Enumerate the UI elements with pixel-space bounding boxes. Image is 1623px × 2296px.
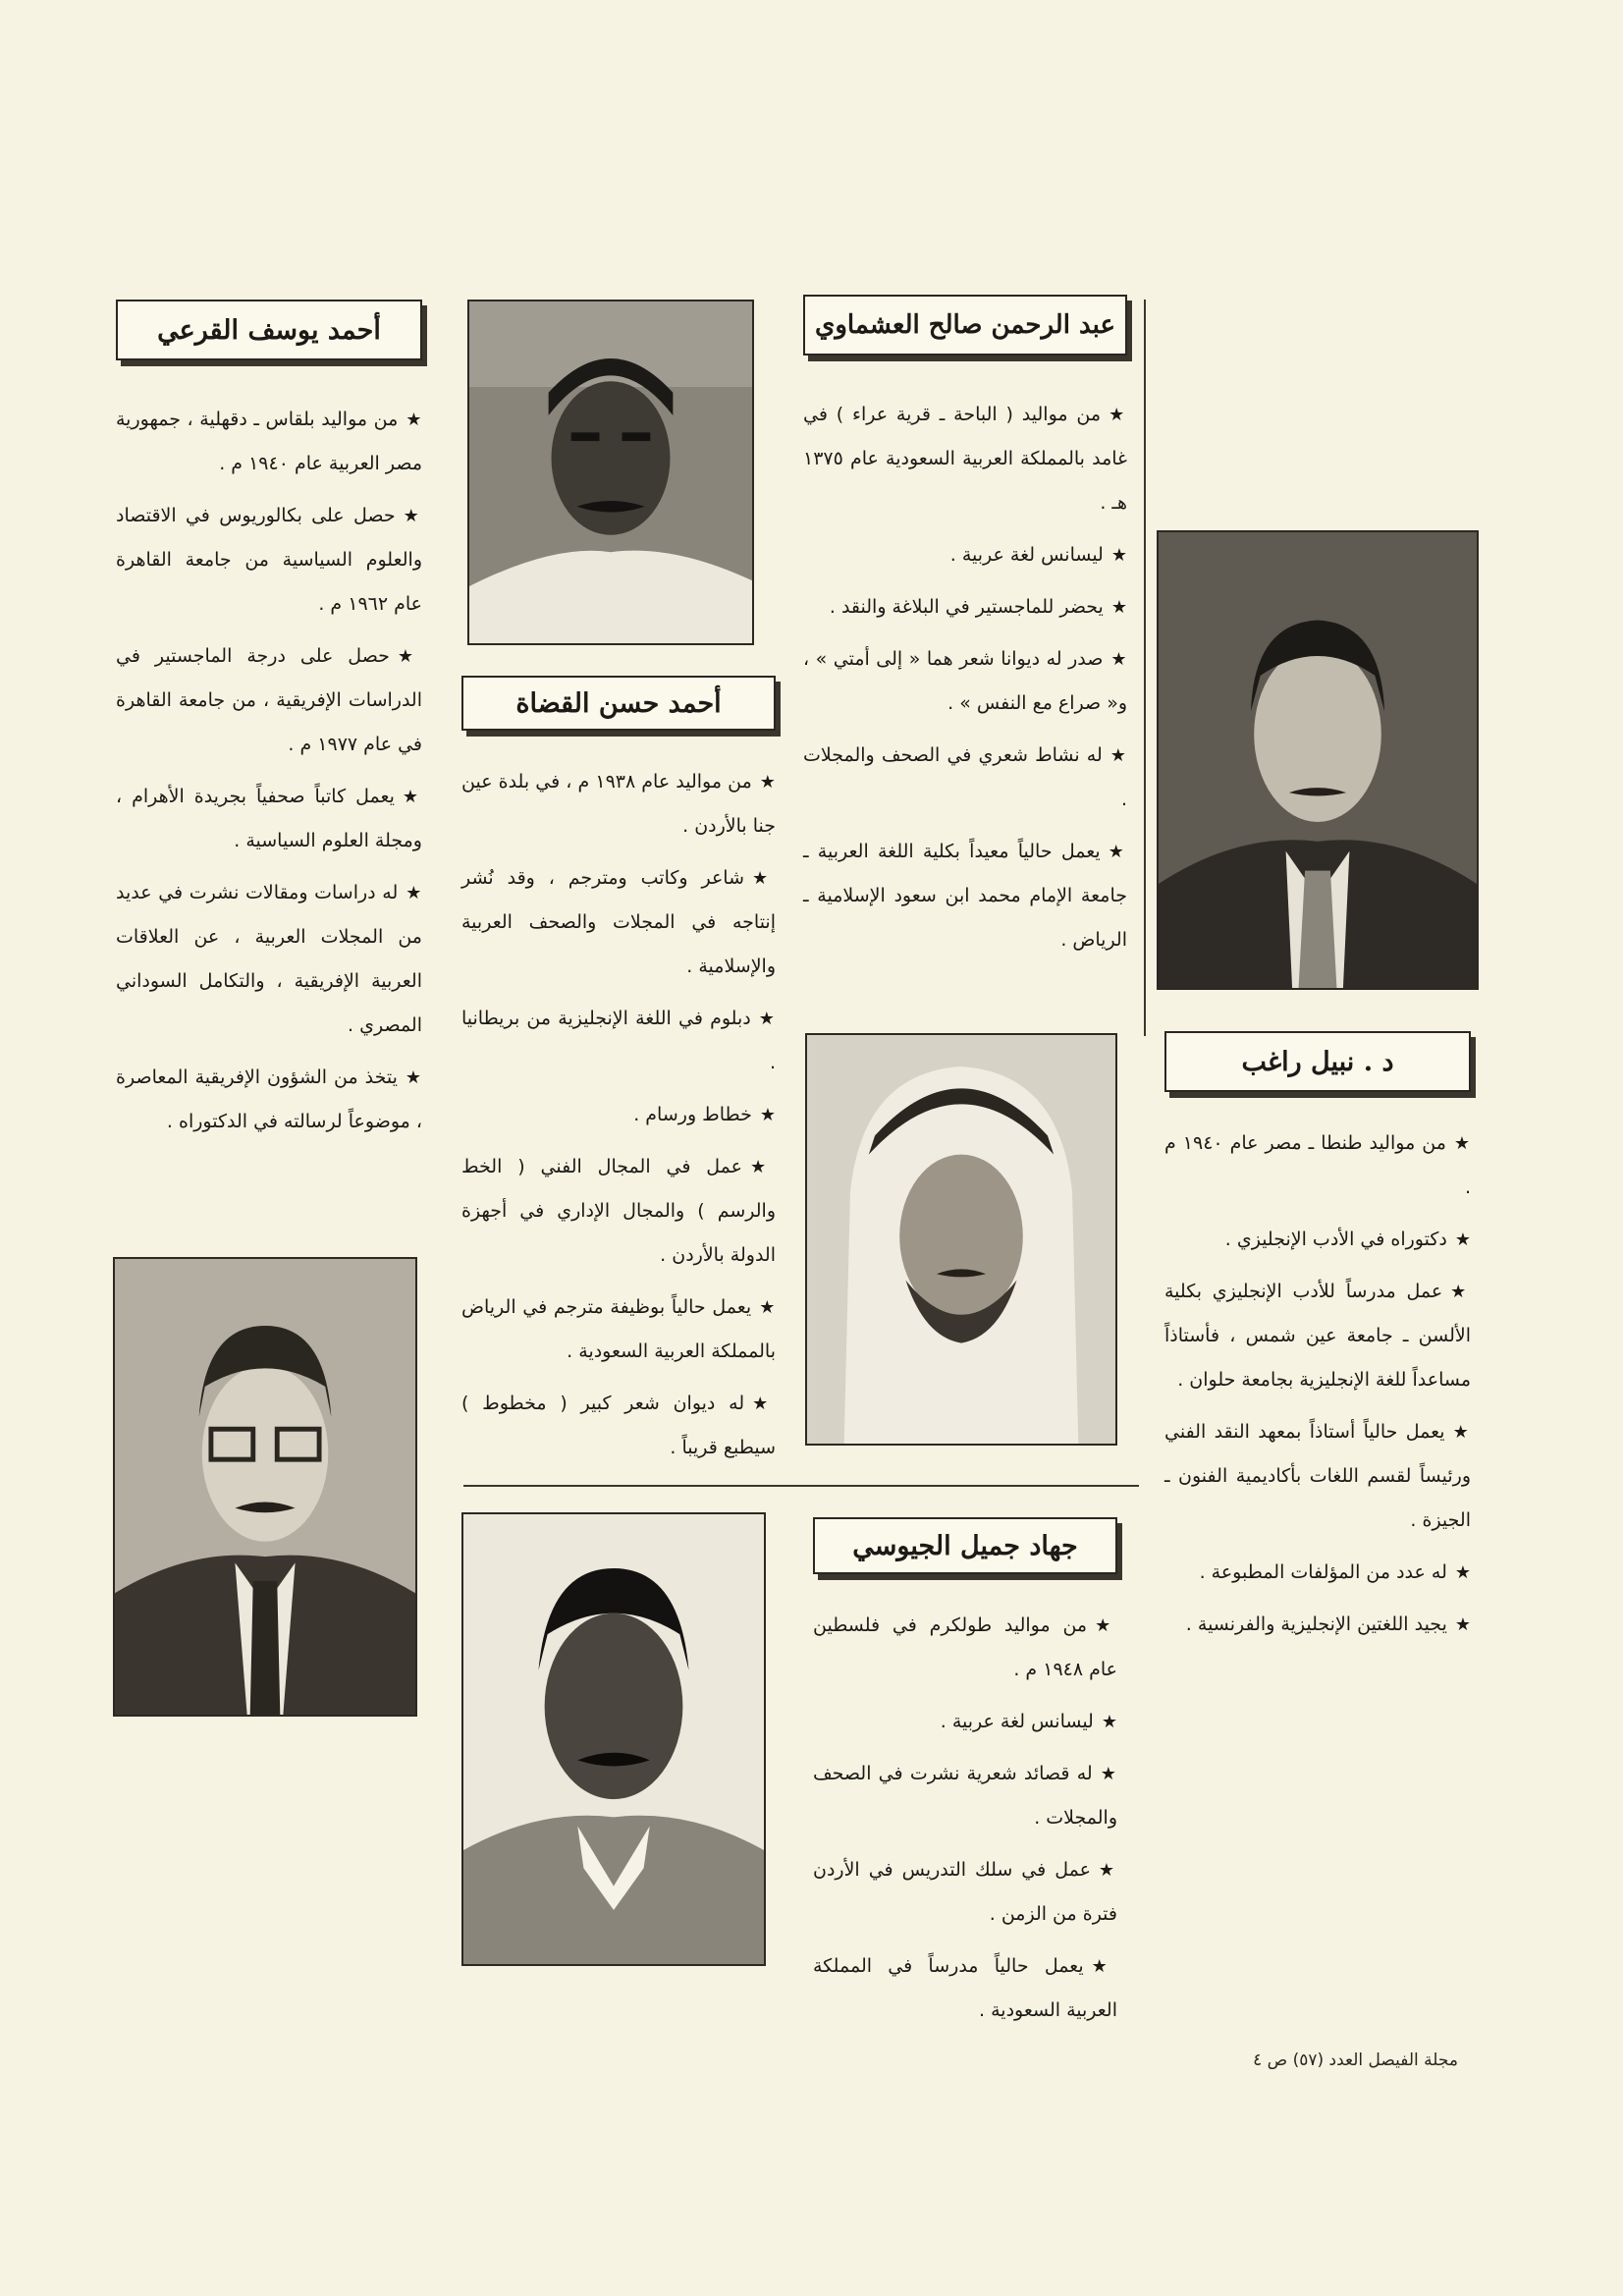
bio-text: يعمل كاتباً صحفياً بجريدة الأهرام ، ومجلة العلوم السياسية . — [116, 786, 422, 851]
bio-text: عمل مدرساً للأدب الإنجليزي بكلية الألسن ـ جامعة عين شمس ، فأستاذاً مساعداً للغة الإنجليزية بجامعة حلوان . — [1164, 1281, 1471, 1391]
bio-item — [1164, 1603, 1471, 1647]
star-icon: ★ — [1108, 842, 1127, 862]
bio-text: يعمل حالياً بوظيفة مترجم في الرياض بالمملكة العربية السعودية . — [461, 1296, 776, 1362]
star-icon: ★ — [1091, 1956, 1118, 1977]
star-icon: ★ — [759, 1297, 776, 1318]
star-icon: ★ — [403, 506, 422, 526]
star-icon: ★ — [1095, 1615, 1117, 1636]
bio-text: يحضر للماجستير في البلاغة والنقد . — [829, 596, 1104, 618]
name-box — [813, 1517, 1117, 1574]
star-icon: ★ — [758, 1009, 777, 1029]
bio-text: ليسانس لغة عربية . — [949, 544, 1104, 566]
bio-item — [813, 1700, 1117, 1744]
star-icon: ★ — [1454, 1614, 1471, 1635]
star-icon: ★ — [750, 1157, 776, 1177]
bio-item — [461, 1093, 776, 1137]
name-box — [1164, 1031, 1471, 1092]
star-icon: ★ — [1450, 1282, 1471, 1302]
bio-item — [1164, 1551, 1471, 1595]
bio-text: له نشاط شعري في الصحف والمجلات . — [803, 744, 1127, 810]
portrait-photo-qudat — [467, 300, 754, 645]
bio-text: له ديوان شعر كبير ( مخطوط ) سيطبع قريباً . — [461, 1393, 776, 1458]
bio-item — [803, 393, 1127, 525]
star-icon: ★ — [1453, 1133, 1471, 1154]
profile-name: عبد الرحمن صالح العشماوي — [815, 310, 1115, 340]
page-footer: مجلة الفيصل العدد (٥٧) ص ٤ — [1253, 2050, 1458, 2070]
profile-name: د . نبيل راغب — [1241, 1046, 1394, 1077]
portrait-photo-jayousi — [461, 1512, 766, 1966]
bio-text: عمل في المجال الفني ( الخط والرسم ) والمجال الإداري في أجهزة الدولة بالأردن . — [461, 1156, 776, 1266]
bio-item — [813, 1752, 1117, 1840]
bio-text: يجيد اللغتين الإنجليزية والفرنسية . — [1185, 1613, 1447, 1635]
bio-item — [1164, 1121, 1471, 1210]
bio-text: حصل على درجة الماجستير في الدراسات الإفريقية ، من جامعة القاهرة في عام ١٩٧٧ م . — [116, 645, 422, 755]
star-icon: ★ — [1110, 545, 1127, 566]
bio-text: عمل في سلك التدريس في الأردن فترة من الزمن . — [813, 1859, 1117, 1925]
bio-text: له عدد من المؤلفات المطبوعة . — [1199, 1561, 1447, 1583]
bio-item — [116, 634, 422, 767]
profile-name: أحمد حسن القضاة — [515, 687, 722, 719]
bio-list — [116, 398, 422, 1144]
bio-list — [813, 1604, 1117, 2033]
portrait-photo-ragheb — [1157, 530, 1479, 990]
profile-jayousi — [813, 1517, 1117, 2041]
profile-qudat — [461, 676, 776, 1478]
star-icon: ★ — [405, 1067, 422, 1088]
star-icon: ★ — [1101, 1712, 1117, 1732]
bio-item — [116, 1056, 422, 1144]
bio-list — [803, 393, 1127, 962]
star-icon: ★ — [1452, 1422, 1472, 1443]
bio-item — [813, 1944, 1117, 2033]
bio-text: خطاط ورسام . — [633, 1104, 752, 1125]
bio-text: شاعر وكاتب ومترجم ، وقد نُشر إنتاجه في المجلات والصحف العربية والإسلامية . — [461, 867, 776, 977]
name-box — [116, 300, 422, 360]
star-icon: ★ — [752, 1394, 776, 1414]
bio-text: يعمل حالياً معيداً بكلية اللغة العربية ـ جامعة الإمام محمد ابن سعود الإسلامية ـ الرياض . — [803, 841, 1127, 951]
bio-item — [461, 1285, 776, 1374]
bio-item — [116, 398, 422, 486]
bio-item — [803, 734, 1127, 822]
bio-item — [803, 585, 1127, 629]
star-icon: ★ — [1110, 597, 1127, 618]
bio-text: له قصائد شعرية نشرت في الصحف والمجلات . — [813, 1763, 1117, 1829]
bio-text: يعمل حالياً مدرساً في المملكة العربية السعودية . — [813, 1955, 1117, 2021]
bio-item — [1164, 1218, 1471, 1262]
profile-name: أحمد يوسف القرعي — [157, 314, 381, 346]
bio-text: دكتوراه في الأدب الإنجليزي . — [1224, 1229, 1447, 1250]
bio-text: من مواليد عام ١٩٣٨ م ، في بلدة عين جنا بالأردن . — [461, 771, 776, 837]
bio-item — [461, 1382, 776, 1470]
bio-item — [1164, 1270, 1471, 1402]
bio-item — [116, 871, 422, 1048]
star-icon: ★ — [759, 1105, 776, 1125]
bio-item — [116, 775, 422, 863]
profile-ashmawi — [803, 295, 1127, 970]
bio-item — [803, 533, 1127, 577]
bio-item — [461, 997, 776, 1085]
bio-item — [803, 830, 1127, 962]
bio-text: من مواليد طنطا ـ مصر عام ١٩٤٠ م . — [1164, 1132, 1471, 1198]
bio-text: ليسانس لغة عربية . — [940, 1711, 1094, 1732]
bio-list — [1164, 1121, 1471, 1647]
bio-item — [116, 494, 422, 627]
star-icon: ★ — [406, 883, 423, 903]
name-box — [461, 676, 776, 731]
star-icon: ★ — [1109, 745, 1128, 766]
profile-name: جهاد جميل الجيوسي — [852, 1530, 1078, 1561]
bio-text: صدر له ديوانا شعر هما « إلى أمتي » ، و« صراع مع النفس » . — [803, 648, 1127, 714]
star-icon: ★ — [1454, 1562, 1471, 1583]
bio-text: حصل على بكالوريوس في الاقتصاد والعلوم السياسية من جامعة القاهرة عام ١٩٦٢ م . — [116, 505, 422, 615]
bio-text: دبلوم في اللغة الإنجليزية من بريطانيا . — [461, 1008, 776, 1073]
bio-text: له دراسات ومقالات نشرت في عديد من المجلات العربية ، عن العلاقات العربية الإفريقية ، والتكامل السوداني المصري . — [116, 882, 422, 1036]
bio-item — [1164, 1410, 1471, 1543]
star-icon: ★ — [1109, 405, 1128, 425]
bio-text: من مواليد طولكرم في فلسطين عام ١٩٤٨ م . — [813, 1614, 1117, 1680]
bio-item — [813, 1604, 1117, 1692]
bio-text: من مواليد ( الباحة ـ قرية عراء ) في غامد بالمملكة العربية السعودية عام ١٣٧٥ هـ . — [803, 404, 1127, 514]
star-icon: ★ — [759, 772, 776, 793]
column-divider — [1144, 300, 1146, 1036]
bio-text: من مواليد بلقاس ـ دقهلية ، جمهورية مصر العربية عام ١٩٤٠ م . — [116, 409, 422, 474]
star-icon: ★ — [1098, 1860, 1117, 1881]
row-divider — [463, 1485, 1139, 1487]
bio-item — [461, 1145, 776, 1278]
star-icon: ★ — [1100, 1764, 1117, 1784]
star-icon: ★ — [402, 787, 422, 807]
star-icon: ★ — [752, 868, 776, 889]
profile-ragheb — [1164, 1031, 1471, 1655]
name-box — [803, 295, 1127, 355]
bio-item — [803, 637, 1127, 726]
star-icon: ★ — [1110, 649, 1127, 670]
profile-qaradi — [116, 300, 422, 1152]
star-icon: ★ — [406, 410, 423, 430]
portrait-photo-qaradi — [113, 1257, 417, 1717]
bio-text: يعمل حالياً أستاذاً بمعهد النقد الفني ورئيساً لقسم اللغات بأكاديمية الفنون ـ الجيزة . — [1164, 1421, 1471, 1531]
bio-text: يتخذ من الشؤون الإفريقية المعاصرة ، موضوعاً لرسالته في الدكتوراه . — [116, 1066, 422, 1132]
bio-list — [461, 760, 776, 1470]
bio-item — [813, 1848, 1117, 1937]
bio-item — [461, 760, 776, 848]
star-icon: ★ — [397, 646, 422, 667]
portrait-photo-ashmawi — [805, 1033, 1117, 1446]
bio-item — [461, 856, 776, 989]
star-icon: ★ — [1454, 1230, 1471, 1250]
